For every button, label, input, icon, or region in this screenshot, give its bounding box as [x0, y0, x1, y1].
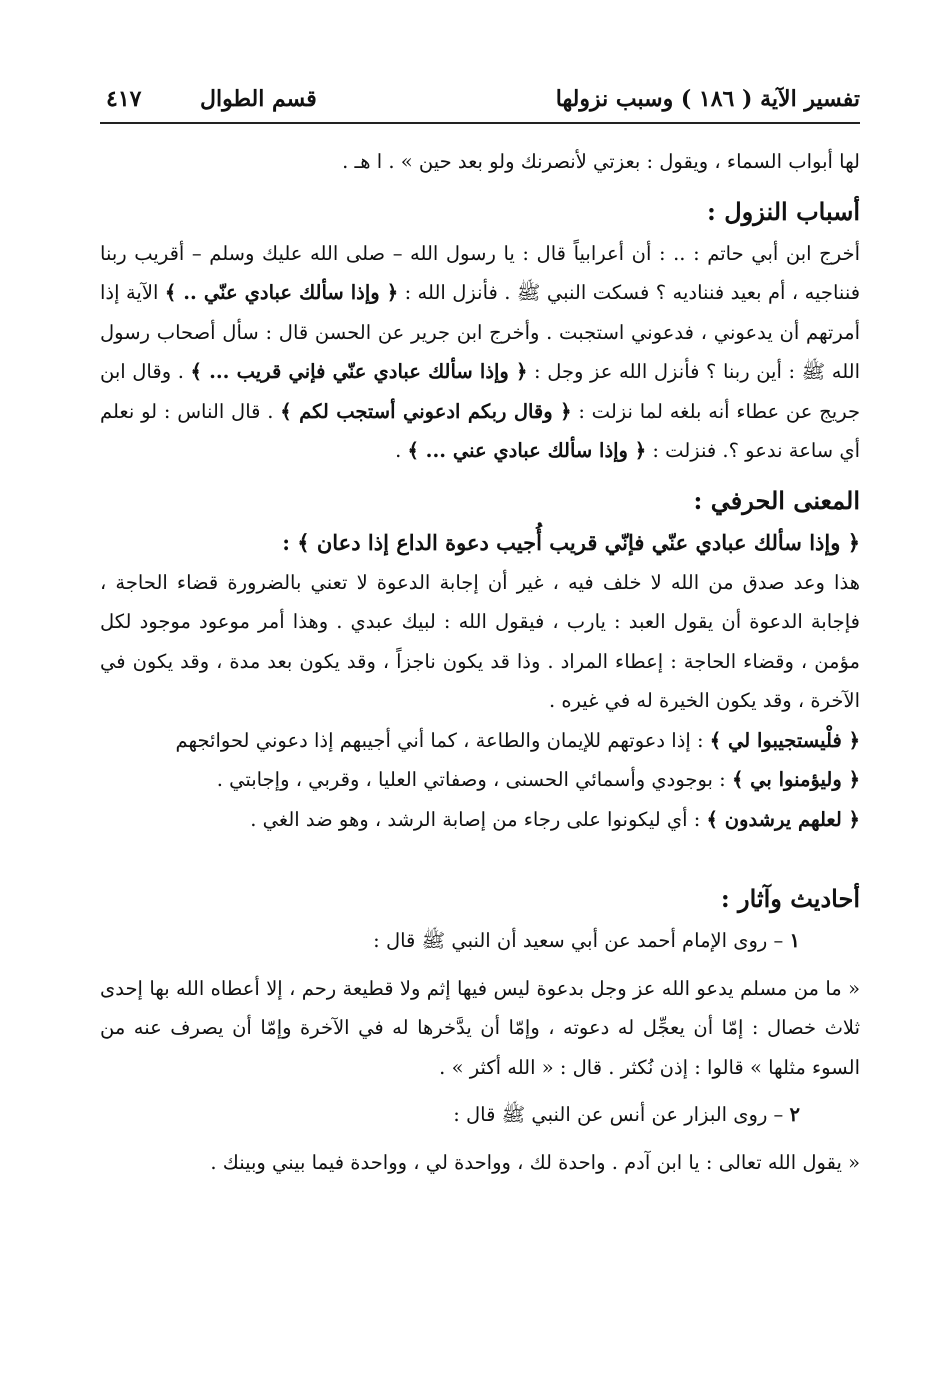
maana-heading: المعنى الحرفي : [693, 485, 860, 515]
quran-quote-2: ﴿ وإذا سألك عبادي عنّي فإني قريب ... ﴾ [190, 360, 528, 383]
quran-quote-7: ﴿ لعلهم يرشدون ﴾ [706, 807, 860, 831]
hadith-2-text: « يقول الله تعالى : يا ابن آدم . واحدة لك ، وواحدة لي ، وواحدة فيما بيني وبينك . [210, 1150, 860, 1174]
header-title: تفسير الآية ( ١٨٦ ) وسبب نزولها [555, 86, 860, 112]
maana-paragraph: هذا وعد صدق من الله لا خلف فيه ، غير أن إجابة الدعوة لا تعني بالضرورة قضاء الحاجة ، فإجابة الدعوة أن يقول العبد : يارب ، فيقول الله : لبيك عبدي . وهذا أمر موعود موجود لكل مؤمن ، وقضاء الحاجة : إعطاء المراد . وذا قد يكون ناجزاً ، وقد يكون بعد مدة ، وقد يكون في الآخرة ، وقد يكون الخيرة له في غيره . [100, 570, 860, 712]
maana-line-1 [100, 721, 860, 761]
running-header [100, 84, 860, 124]
hadith-2-intro-text: – روى البزار عن أنس عن النبي ﷺ قال : [453, 1103, 784, 1126]
hadith-1-intro [100, 921, 860, 961]
quran-quote-1: ﴿ وإذا سألك عبادي عنّي .. ﴾ [164, 281, 399, 304]
quran-quote-3: ﴿ وقال ربكم ادعوني أستجب لكم ﴾ [280, 399, 572, 423]
section-gap [100, 839, 860, 869]
asbab-text-1: أخرج ابن أبي حاتم : .. : أن أعرابياً قال : يا رسول الله – صلى الله عليك وسلم – أقريب ربنا فنناجيه ، أم بعيد فنناديه ؟ فسكت النبي ﷺ . فأنزل الله : [100, 241, 861, 304]
maana-line-2 [100, 760, 860, 800]
quran-quote-6: ﴿ وليؤمنوا بي ﴾ [731, 768, 860, 791]
maana-text-3: : أي ليكونوا على رجاء من إصابة الرشد ، وهو ضد الغي . [250, 807, 701, 831]
hadith-2-number: ٢ [789, 1103, 800, 1126]
intro-line: لها أبواب السماء ، ويقول : بعزتي لأنصرنك ولو بعد حين » . ا هـ . [342, 150, 860, 173]
asbab-text-3: . وقال ابن جريج عن عطاء أنه بلغه لما نزلت : [100, 360, 861, 423]
maana-text-1: : إذا دعوتهم للإيمان والطاعة ، كما أني أجيبهم إذا دعوني لحوائجهم [175, 728, 704, 752]
header-section: قسم الطوال [200, 86, 317, 112]
hadith-1-number: ١ [789, 929, 800, 952]
hadith-1-text: « ما من مسلم يدعو الله عز وجل بدعوة ليس فيها إثم ولا قطيعة رحم ، إلا أعطاه الله بها إحدى ثلاث خصال : إمّا أن يعجِّل له دعوته ، وإمّا أن يدَّخرها له في الآخرة وإمّا أن يصرف عنه من السوء مثلها » قالوا : إذن نُكثر . قال : « الله أكثر » . [100, 976, 860, 1079]
asbab-heading: أسباب النزول : [707, 196, 860, 226]
asbab-text-5: . [395, 439, 402, 462]
asbab-paragraph [100, 234, 860, 471]
page-number: ٤١٧ [106, 86, 142, 112]
ahadith-heading: أحاديث وآثار : [720, 884, 860, 913]
ayah-heading: ﴿ وإذا سألك عبادي عنّي فإنّي قريب أُجيب دعوة الداع إذا دعان ﴾ : [282, 529, 860, 555]
quran-quote-5: ﴿ فلْيستجيبوا لي ﴾ [709, 728, 860, 752]
hadith-2-intro [100, 1095, 860, 1135]
asbab-text-2: الآية إذا أمرتهم أن يدعوني ، فدعوني استجبت . وأخرج ابن جرير عن الحسن قال : سأل أصحاب رسول الله ﷺ : أين ربنا ؟ فأنزل الله عز وجل : [100, 281, 861, 383]
quran-quote-4: ﴿ وإذا سألك عبادي عني ... ﴾ [407, 439, 647, 462]
maana-text-2: : بوجودي وأسمائي الحسنى ، وصفاتي العليا ، وقربي ، وإجابتي . [216, 768, 726, 791]
asbab-text-4: . قال الناس : لو نعلم أي ساعة ندعو ؟. فنزلت : [100, 399, 860, 462]
hadith-1-intro-text: – روى الإمام أحمد عن أبي سعيد أن النبي ﷺ قال : [373, 929, 784, 952]
page-content [100, 142, 860, 1182]
page [100, 84, 860, 1182]
maana-line-3 [100, 800, 860, 840]
